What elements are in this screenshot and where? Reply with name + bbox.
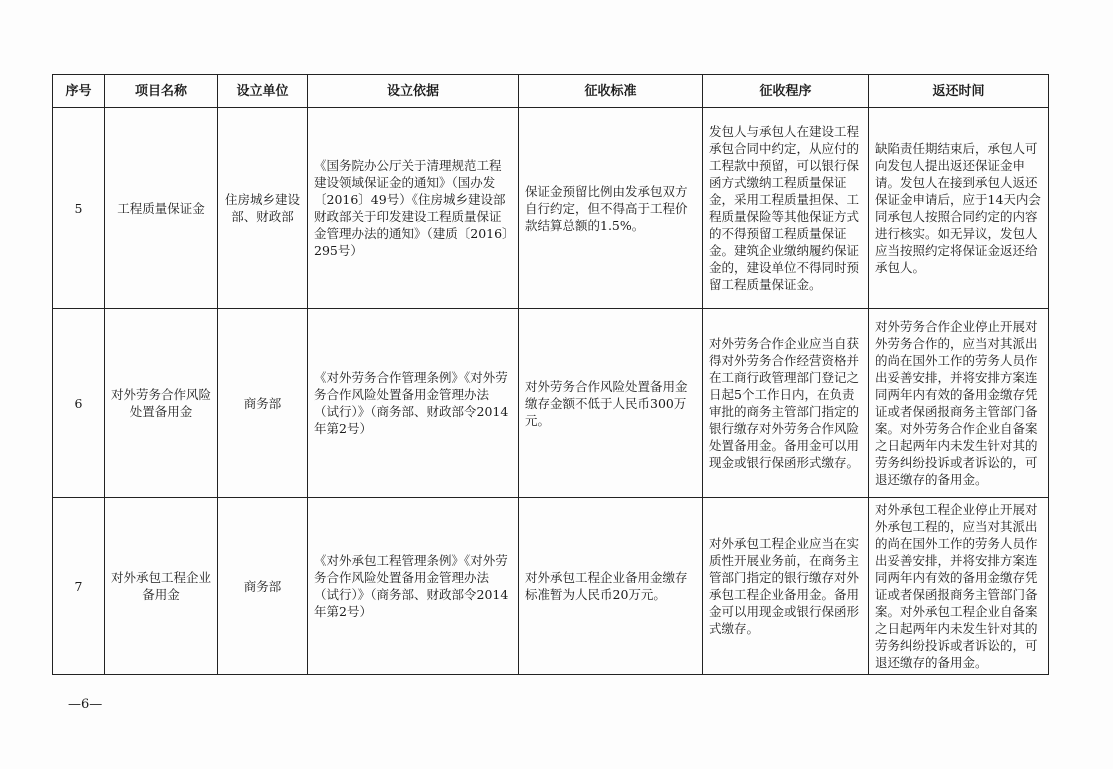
item-name: 工程质量保证金 [105, 108, 218, 309]
collection-standard: 保证金预留比例由发承包双方自行约定，但不得高于工程价款结算总额的1.5%。 [519, 108, 703, 309]
collection-procedure: 对外承包工程企业应当在实质性开展业务前，在商务主管部门指定的银行缴存对外承包工程企业备用金。备用金可以用现金或银行保函形式缴存。 [703, 498, 869, 675]
row-number: 6 [53, 309, 105, 498]
collection-procedure: 发包人与承包人在建设工程承包合同中约定，从应付的工程款中预留，可以银行保函方式缴纳工程质量保证金，采用工程质量担保、工程质量保险等其他保证方式的不得预留工程质量保证金。建筑企业缴纳履约保证金的，建设单位不得同时预留工程质量保证金。 [703, 108, 869, 309]
establishing-unit: 商务部 [218, 309, 308, 498]
return-time: 对外承包工程企业停止开展对外承包工程的，应当对其派出的尚在国外工作的劳务人员作出妥善安排，并将安排方案连同两年内有效的备用金缴存凭证或者保函报商务主管部门备案。对外承包工程企业自备案之日起两年内未发生针对其的劳务纠纷投诉或者诉讼的，可退还缴存的备用金。 [869, 498, 1049, 675]
table-row [53, 108, 1049, 309]
header-name: 项目名称 [105, 75, 218, 108]
row-number: 5 [53, 108, 105, 309]
fee-table [52, 74, 1049, 675]
table-row [53, 309, 1049, 498]
table-row [53, 498, 1049, 675]
header-procedure: 征收程序 [703, 75, 869, 108]
header-standard: 征收标准 [519, 75, 703, 108]
return-time: 对外劳务合作企业停止开展对外劳务合作的，应当对其派出的尚在国外工作的劳务人员作出妥善安排，并将安排方案连同两年内有效的备用金缴存凭证或者保函报商务主管部门备案。对外劳务合作企业自备案之日起两年内未发生针对其的劳务纠纷投诉或者诉讼的，可退还缴存的备用金。 [869, 309, 1049, 498]
row-number: 7 [53, 498, 105, 675]
legal-basis: 《国务院办公厅关于清理规范工程建设领域保证金的通知》（国办发〔2016〕49号）《住房城乡建设部财政部关于印发建设工程质量保证金管理办法的通知》（建质〔2016〕295号） [308, 108, 519, 309]
legal-basis: 《对外承包工程管理条例》《对外劳务合作风险处置备用金管理办法（试行）》（商务部、财政部令2014年第2号） [308, 498, 519, 675]
header-basis: 设立依据 [308, 75, 519, 108]
return-time: 缺陷责任期结束后，承包人可向发包人提出返还保证金申请。发包人在接到承包人返还保证金申请后，应于14天内会同承包人按照合同约定的内容进行核实。如无异议，发包人应当按照约定将保证金返还给承包人。 [869, 108, 1049, 309]
header-unit: 设立单位 [218, 75, 308, 108]
table-header-row [53, 75, 1049, 108]
establishing-unit: 商务部 [218, 498, 308, 675]
header-no: 序号 [53, 75, 105, 108]
item-name: 对外劳务合作风险处置备用金 [105, 309, 218, 498]
page-number: —6— [68, 697, 103, 712]
legal-basis: 《对外劳务合作管理条例》《对外劳务合作风险处置备用金管理办法（试行）》（商务部、财政部令2014年第2号） [308, 309, 519, 498]
item-name: 对外承包工程企业备用金 [105, 498, 218, 675]
header-return-time: 返还时间 [869, 75, 1049, 108]
collection-standard: 对外劳务合作风险处置备用金缴存金额不低于人民币300万元。 [519, 309, 703, 498]
collection-procedure: 对外劳务合作企业应当自获得对外劳务合作经营资格并在工商行政管理部门登记之日起5个工作日内，在负责审批的商务主管部门指定的银行缴存对外劳务合作风险处置备用金。备用金可以用现金或银行保函形式缴存。 [703, 309, 869, 498]
establishing-unit: 住房城乡建设部、财政部 [218, 108, 308, 309]
collection-standard: 对外承包工程企业备用金缴存标准暂为人民币20万元。 [519, 498, 703, 675]
